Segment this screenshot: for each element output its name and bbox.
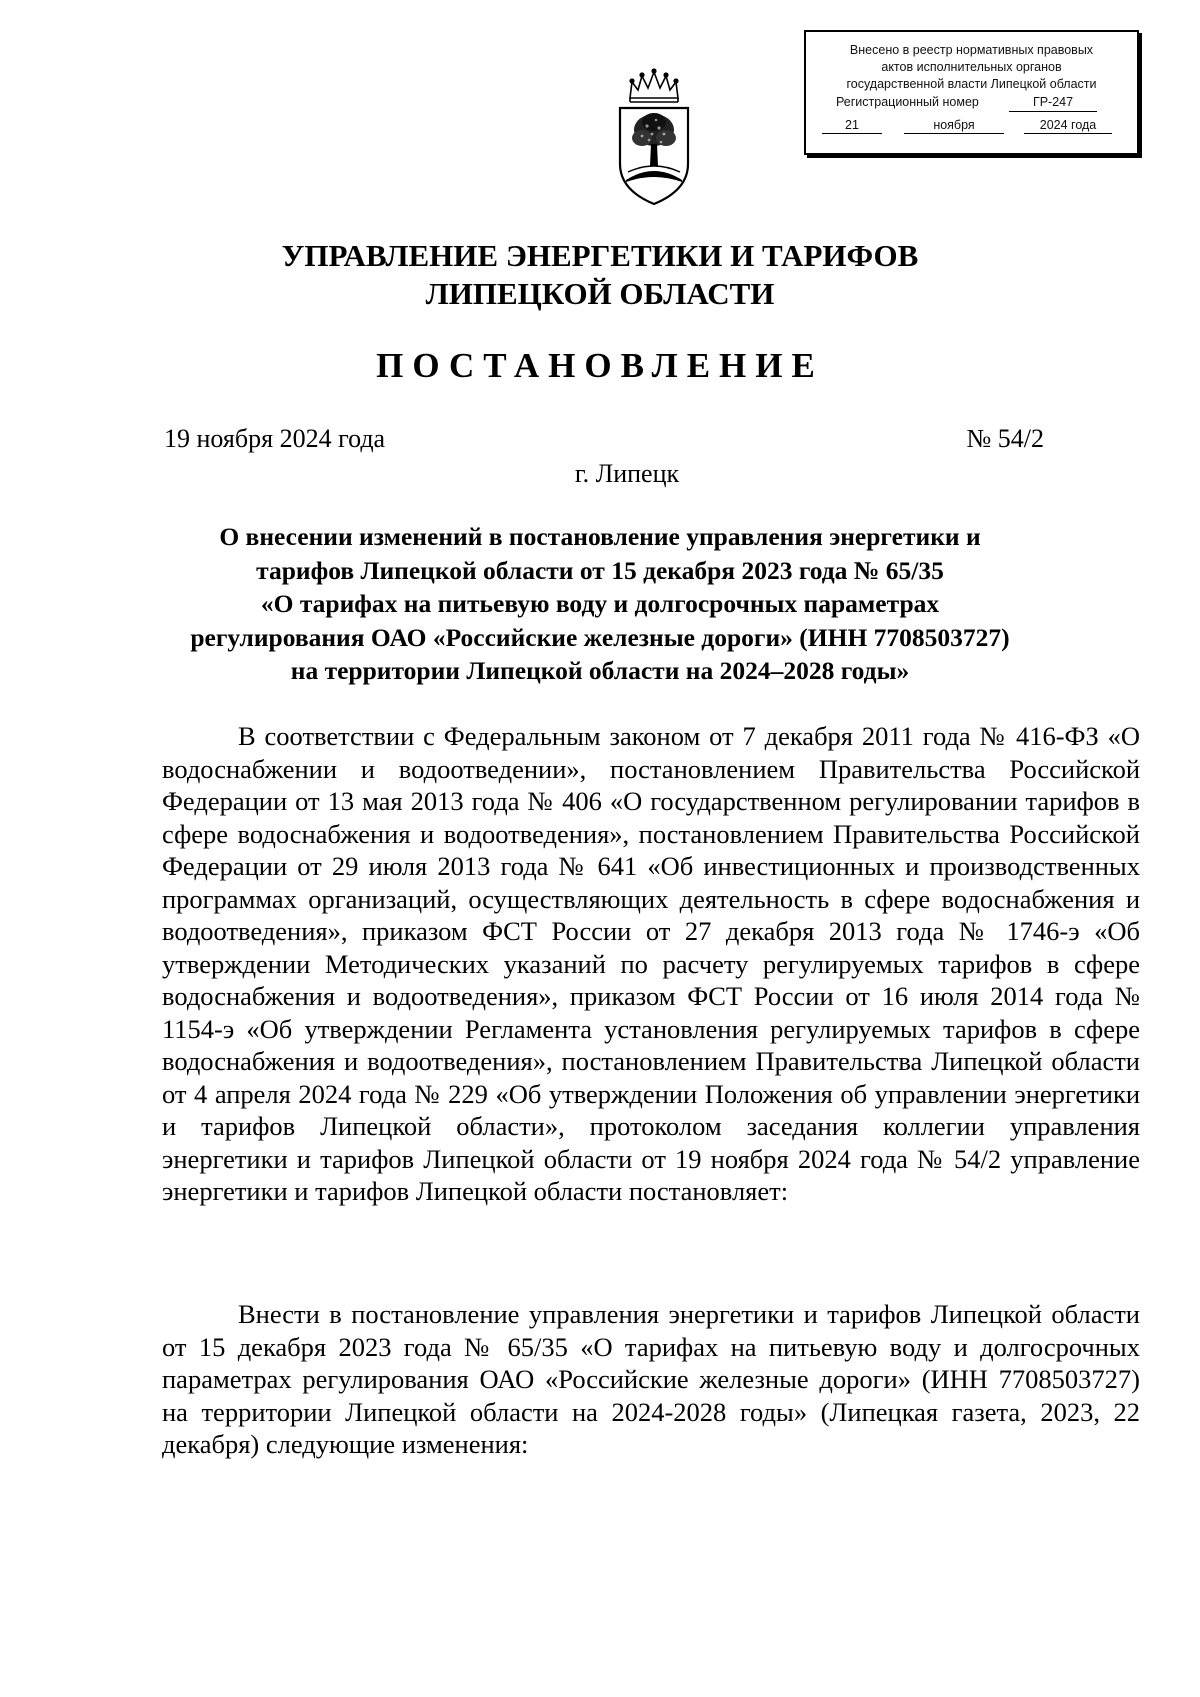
stamp-registration-label: Регистрационный номер	[836, 95, 979, 109]
preamble-paragraph: В соответствии с Федеральным законом от 7 декабря 2011 года № 416-ФЗ «О водоснабжении и водоотведении», постановлением Правительства Российской Федерации от 13 мая 2013 года № 406 «О государственном регулировании тарифов в сфере водоснабжения и водоотведения», постановлением Правительства Российской Федерации от 29 июля 2013 года № 641 «Об инвестиционных и производственных программах организаций, осуществляющих деятельность в сфере водоснабжения и водоотведения», приказом ФСТ России от 27 декабря 2013 года № 1746-э «Об утверждении Методических указаний по расчету регулируемых тарифов в сфере водоснабжения и водоотведения», приказом ФСТ России от 16 июля 2014 года № 1154-э «Об утверждении Регламента установления регулируемых тарифов в сфере водоснабжения и водоотведения», постановлением Правительства Липецкой области от 4 апреля 2024 года № 229 «Об утверждении Положения об управлении энергетики и тарифов Липецкой области», протоколом заседания коллегии управления энергетики и тарифов Липецкой области от 19 ноября 2024 года № 54/2 управление энергетики и тарифов Липецкой области постановляет:	[162, 721, 1140, 1206]
stamp-month: ноября	[904, 117, 1004, 134]
document-city: г. Липецк	[574, 459, 680, 488]
document-number: № 54/2	[966, 424, 1044, 453]
heading-line: на территории Липецкой области на 2024–2028 годы»	[290, 656, 910, 685]
stamp-line-1: Внесено в реестр нормативных правовых	[849, 43, 1094, 57]
document-type: ПОСТАНОВЛЕНИЕ	[376, 346, 824, 385]
stamp-line-3: государственной власти Липецкой области	[846, 77, 1097, 91]
stamp-line-2: актов исполнительных органов	[881, 60, 1062, 74]
document-date: 19 ноября 2024 года	[164, 424, 386, 453]
organization-title-line-1: УПРАВЛЕНИЕ ЭНЕРГЕТИКИ И ТАРИФОВ	[281, 238, 919, 273]
stamp-year: 2024 года	[1024, 117, 1112, 134]
stamp-registration-row	[806, 94, 1137, 113]
heading-line: тарифов Липецкой области от 15 декабря 2023 года № 65/35	[256, 555, 944, 585]
heading-line: регулирования ОАО «Российские железные дороги» (ИНН 7708503727)	[190, 622, 1010, 652]
resolution-paragraph: Внести в постановление управления энергетики и тарифов Липецкой области от 15 декабря 2023 года № 65/35 «О тарифах на питьевую воду и долгосрочных параметрах регулирования ОАО «Российские железные дороги» (ИНН 7708503727) на территории Липецкой области на 2024-2028 годы» (Липецкая газета, 2023, 22 декабря) следующие изменения:	[162, 1299, 1140, 1459]
stamp-day: 21	[822, 117, 882, 134]
registry-stamp	[804, 30, 1139, 155]
heading-line: «О тарифах на питьевую воду и долгосрочных параметрах	[260, 589, 940, 618]
lipetsk-coat-of-arms-icon	[614, 68, 694, 210]
stamp-date-row	[806, 117, 1137, 137]
document-heading	[160, 520, 1040, 688]
stamp-registration-number: ГР-247	[1009, 94, 1097, 112]
heading-line: О внесении изменений в постановление управления энергетики и	[219, 522, 981, 551]
organization-title-line-2: ЛИПЕЦКОЙ ОБЛАСТИ	[425, 276, 775, 311]
